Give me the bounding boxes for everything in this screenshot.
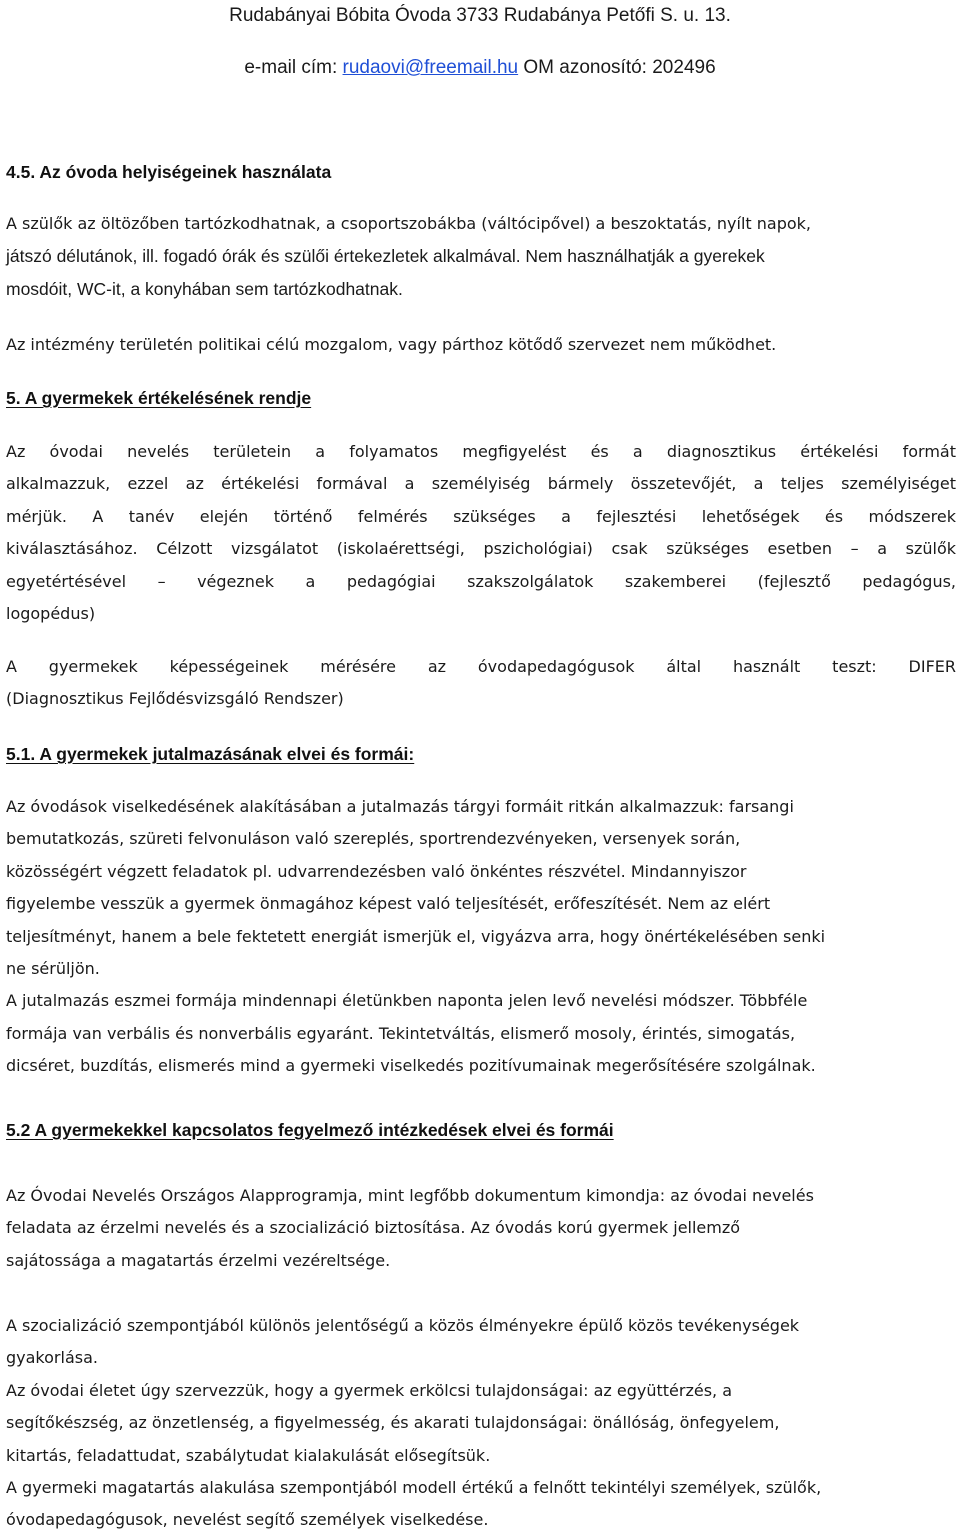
text-line: óvodapedagógusok, nevelést segítő személyek viselkedése. bbox=[6, 1510, 489, 1530]
section-5-2-paragraph bbox=[6, 1180, 956, 1277]
text-line: logopédus) bbox=[6, 604, 96, 624]
text-line: mosdóit, WC-it, a konyhában sem tartózkodhatnak. bbox=[6, 278, 403, 299]
text-line: figyelembe vesszük a gyermek önmagához képest való teljesítését, erőfeszítését. Nem az elért bbox=[6, 894, 771, 914]
text-line: egyetértésével – végeznek a pedagógiai szakszolgálatok szakemberei (fejlesztő pedagógus, bbox=[6, 571, 956, 591]
header-contact bbox=[0, 55, 960, 80]
text-line: Az óvodai nevelés területein a folyamatos megfigyelést és a diagnosztikus értékelési formát bbox=[6, 442, 956, 461]
section-4-5-politics-paragraph bbox=[6, 329, 956, 361]
text-line: A gyermeki magatartás alakulása szempontjából modell értékű a felnőtt tekintélyi személyek, szülők, bbox=[6, 1478, 822, 1498]
section-5-1-title: 5.1. A gyermekek jutalmazásának elvei és formái: bbox=[6, 744, 415, 764]
text-line: kitartás, feladattudat, szabálytudat kialakulását elősegítsük. bbox=[6, 1445, 491, 1465]
text-line: játszó délutánok, ill. fogadó órák és szülői értekezletek alkalmával. Nem használhatják a gyerekek bbox=[6, 246, 765, 267]
text-line: segítőkészség, az önzetlenség, a figyelmesség, és akarati tulajdonságai: önállóság, önfegyelem, bbox=[6, 1413, 780, 1433]
text-line: kiválasztásához. Célzott vizsgálatot (iskolaérettségi, pszichológiai) csak szükséges esetben – a szülők bbox=[6, 539, 956, 559]
text-line: dicséret, buzdítás, elismerés mind a gyermeki viselkedés pozitívumainak megerősítésére szolgálnak. bbox=[6, 1056, 816, 1076]
section-4-5-title: 4.5. Az óvoda helyiségeinek használata bbox=[6, 162, 332, 182]
text-line: Az óvodások viselkedésének alakításában a jutalmazás tárgyi formáit ritkán alkalmazzuk: farsangi bbox=[6, 797, 794, 816]
text-line: Az óvodai életet úgy szervezzük, hogy a gyermek erkölcsi tulajdonságai: az együttérzés, a bbox=[6, 1380, 733, 1400]
text-line: feladata az érzelmi nevelés és a szocializáció biztosítása. Az óvodás korú gyermek jellemző bbox=[6, 1218, 741, 1238]
section-5-difer-paragraph bbox=[6, 651, 956, 716]
text-line: mérjük. A tanév elején történő felmérés szükséges a fejlesztési lehetőségek és módszerek bbox=[6, 506, 956, 526]
text-line: gyakorlása. bbox=[6, 1348, 98, 1368]
text-line: A szocializáció szempontjából különös jelentőségű a közös élményekre épülő közös tevékenységek bbox=[6, 1316, 800, 1335]
text-line: sajátossága a magatartás érzelmi vezéreltsége. bbox=[6, 1250, 391, 1270]
text-line: közösségért végzett feladatok pl. udvarrendezésben való önkéntes részvétel. Mindannyiszor bbox=[6, 861, 747, 881]
text-line: bemutatkozás, szüreti felvonuláson való szereplés, sportrendezvényeken, versenyek során, bbox=[6, 829, 741, 849]
section-5-paragraph bbox=[6, 436, 956, 630]
text-line: A gyermekek képességeinek mérésére az óvodapedagógusok által használt teszt: DIFER bbox=[6, 657, 956, 676]
email-label: e-mail cím: bbox=[244, 57, 343, 78]
text-line: (Diagnosztikus Fejlődésvizsgáló Rendszer) bbox=[6, 689, 344, 709]
section-5-2-title: 5.2 A gyermekekkel kapcsolatos fegyelmező intézkedések elvei és formái bbox=[6, 1120, 614, 1140]
text-line: A jutalmazás eszmei formája mindennapi életünkben naponta jelen levő nevelési módszer. Többféle bbox=[6, 991, 808, 1011]
text-line: ne sérüljön. bbox=[6, 959, 100, 979]
section-4-5-paragraph bbox=[6, 208, 956, 305]
text-line: A szülők az öltözőben tartózkodhatnak, a csoportszobákba (váltócipővel) a beszoktatás, nyílt napok, bbox=[6, 214, 811, 233]
text-line: Az Óvodai Nevelés Országos Alapprogramja, mint legfőbb dokumentum kimondja: az óvodai nevelés bbox=[6, 1186, 814, 1205]
text-line: alkalmazzuk, ezzel az értékelési formával a személyiség bármely összetevőjét, a teljes személyiséget bbox=[6, 474, 956, 494]
om-identifier: OM azonosító: 202496 bbox=[518, 57, 716, 78]
header-institution: Rudabányai Bóbita Óvoda 3733 Rudabánya Petőfi S. u. 13. bbox=[229, 5, 731, 26]
section-5-2-socialization-paragraph bbox=[6, 1310, 956, 1537]
text-line: teljesítményt, hanem a bele fektetett energiát ismerjük el, vigyázva arra, hogy önértékelésében senki bbox=[6, 926, 826, 946]
section-5-1-paragraph bbox=[6, 791, 956, 1083]
text-line: Az intézmény területén politikai célú mozgalom, vagy párthoz kötődő szervezet nem működhet. bbox=[6, 335, 777, 354]
text-line: formája van verbális és nonverbális egyaránt. Tekintetváltás, elismerő mosoly, érintés, simogatás, bbox=[6, 1023, 796, 1043]
email-link[interactable]: rudaovi@freemail.hu bbox=[342, 57, 519, 78]
section-5-title: 5. A gyermekek értékelésének rendje bbox=[6, 388, 312, 408]
